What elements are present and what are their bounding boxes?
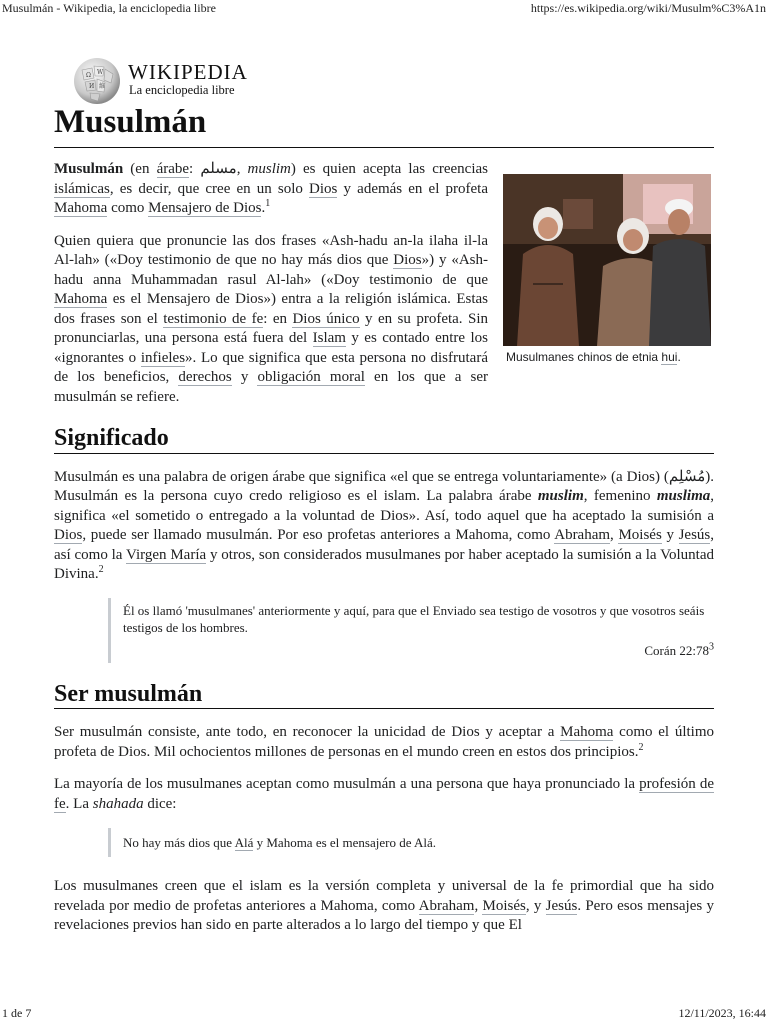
wikipedia-logo[interactable] xyxy=(72,56,272,106)
link-dios[interactable]: Dios xyxy=(393,252,422,268)
link-testimonio-de-fe[interactable]: testimonio de fe xyxy=(163,310,264,327)
page-title: Musulmán xyxy=(54,104,714,148)
link-mahoma[interactable]: Mahoma xyxy=(54,291,108,307)
heading-ser-musulman: Ser musulmán xyxy=(54,685,714,710)
svg-text:維: 維 xyxy=(99,83,106,90)
arabic-word: مُسْلِم xyxy=(668,468,706,485)
link-arabe[interactable]: árabe xyxy=(156,161,190,177)
quote-text: Él os llamó 'musulmanes' anteriormente y aquí, para que el Enviado sea testigo de vosotros y que vosotros seáis testigos de los hombres. xyxy=(123,602,705,635)
link-jesus[interactable]: Jesús xyxy=(678,527,711,543)
ser-paragraph-2: La mayoría de los musulmanes aceptan como musulmán a una persona que haya pronunciado la profesión de fe. La shahada dice: xyxy=(54,776,715,812)
link-moises[interactable]: Moisés xyxy=(482,897,526,914)
reference-3[interactable]: 3 xyxy=(709,641,714,653)
link-abraham[interactable]: Abraham xyxy=(554,527,611,543)
link-dios[interactable]: Dios xyxy=(309,180,338,197)
shahada-quote: No hay más dios que Alá y Mahoma es el mensajero de Alá. xyxy=(108,828,714,857)
link-dios-unico[interactable]: Dios único xyxy=(292,310,360,327)
link-infieles[interactable]: infieles xyxy=(140,349,186,366)
link-jesus[interactable]: Jesús xyxy=(545,897,578,914)
svg-text:И: И xyxy=(89,83,95,90)
figure-caption: Musulmanes chinos de etnia hui. xyxy=(506,350,681,364)
link-moises[interactable]: Moisés xyxy=(618,527,662,543)
svg-text:Ω: Ω xyxy=(86,72,91,79)
print-page-number: 1 de 7 xyxy=(2,1006,32,1020)
link-ala[interactable]: Alá xyxy=(234,835,254,850)
link-obligacion-moral[interactable]: obligación moral xyxy=(257,369,365,385)
coran-quote xyxy=(108,598,714,663)
print-page-title: Musulmán - Wikipedia, la enciclopedia libre xyxy=(2,1,216,15)
reference-1[interactable]: 1 xyxy=(265,198,271,209)
print-header xyxy=(0,0,768,18)
link-abraham[interactable]: Abraham xyxy=(418,897,475,914)
article-content xyxy=(54,160,714,949)
arabic-word: مسلم xyxy=(200,161,237,177)
reference-2[interactable]: 2 xyxy=(638,741,644,753)
link-islamicas[interactable]: islámicas xyxy=(54,180,110,197)
link-mensajero-de-dios[interactable]: Mensajero de Dios xyxy=(148,200,262,216)
wikipedia-tagline: La enciclopedia libre xyxy=(129,83,235,97)
heading-significado: Significado xyxy=(54,429,714,454)
svg-text:W: W xyxy=(97,69,104,76)
intro-paragraph-2: Quien quiera que pronuncie las dos frases «Ash-hadu an-la ilaha il-la Al-lah» («Doy testimonio de que no hay más dios que Dios») y «Ash-hadu anna Muhammadan rasul Al-lah» («Doy testimonio de que Mahoma es el Mensajero de Dios») entra a la religión islámica. Estas dos frases son el testimonio de fe: en Dios único y en su profeta. Sin pronunciarlas, una persona está fuera del Islam y es contado entre los «ignorantes o infieles». Lo que significa que esta persona no disfrutará de los beneficios, derechos y obligación moral en los que a ser musulmán se refiere. xyxy=(54,232,489,405)
link-dios[interactable]: Dios xyxy=(54,527,83,543)
ser-paragraph-1: Ser musulmán consiste, ante todo, en reconocer la unicidad de Dios y aceptar a Mahoma como el último profeta de Dios. Mil ochocientos millones de personas en el mundo creen en estos dos principios.$^2$ xyxy=(54,724,714,760)
quote-citation: Corán $22:78^3$ xyxy=(644,641,714,658)
link-derechos[interactable]: derechos xyxy=(178,369,232,385)
link-mahoma[interactable]: Mahoma xyxy=(560,724,614,740)
link-mahoma[interactable]: Mahoma xyxy=(54,200,108,216)
link-islam[interactable]: Islam xyxy=(312,330,346,346)
print-footer xyxy=(0,1006,768,1024)
caption-link-hui[interactable]: hui xyxy=(661,350,678,364)
print-datetime: 12/11/2023, 16:44 xyxy=(678,1006,766,1020)
wikipedia-globe-icon xyxy=(72,56,122,106)
ser-paragraph-3: Los musulmanes creen que el islam es la versión completa y universal de la fe primordial que ha sido revelada por medio de profetas anteriores a Mahoma, como Abraham, Moisés, y Jesús. Pero esos mensajes y revelaciones previos han sido en parte alterados a lo largo del tiempo y que El xyxy=(54,878,714,933)
link-virgen-maria[interactable]: Virgen María xyxy=(126,546,207,563)
link-profesion-de-fe[interactable]: profesión de fe xyxy=(54,776,715,812)
print-page-url: https://es.wikipedia.org/wiki/Musulm%C3%A1n xyxy=(530,1,766,15)
significado-paragraph: Musulmán es una palabra de origen árabe que significa «el que se entrega voluntariamente» (a Dios) (مُسْلِم). Musulmán es la persona cuyo credo religioso es el islam. La palabra árabe muslim, femenino muslima, significa «el sometido o entregado a la voluntad de Dios». Así, todo aquel que ha aceptado la sumisión a Dios, puede ser llamado musulmán. Por eso profetas anteriores a Mahoma, como Abraham, Moisés y Jesús, así como la Virgen María y otros, son considerados musulmanes por haber aceptado la sumisión a la Voluntad Divina.$^2$ xyxy=(54,468,715,582)
intro-paragraph-1: Musulmán (en árabe: مسلم, muslim) es quien acepta las creencias islámicas, es decir, que cree en un solo Dios y además en el profeta Mahoma como Mensajero de Dios.$^1$ xyxy=(54,161,488,216)
wikipedia-wordmark: WIKIPEDIA xyxy=(128,60,248,84)
reference-2[interactable]: 2 xyxy=(98,564,104,575)
